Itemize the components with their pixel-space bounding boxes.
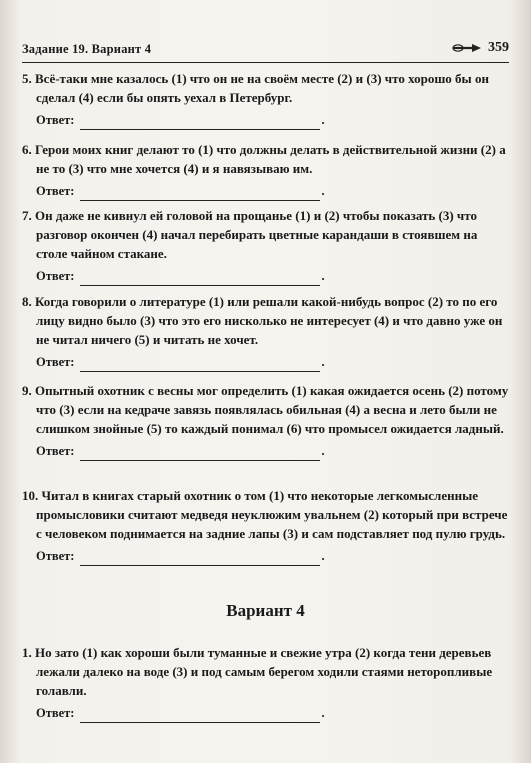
task-sentence: Опытный охотник с весны мог определить (1) какая ожидается осень (2) потому что (3) если на кедраче завязь появлялась обильная (4) а весна и лето были не слишком знойные (5) то каждый понимал (6) что промысел ожидается ладный. [35,383,509,436]
answer-row: Ответ: . [22,547,509,566]
task-10 [22,486,509,566]
variant-task-1 [22,643,509,723]
task-text [22,140,509,178]
task-sentence: Читал в книгах старый охотник о том (1) что некоторые легкомысленные промысловики считают медведя неуклюжим увальнем (2) который при встрече с человеком поднимается на задние лапы (3) и сам подставляет под пулю грудь. [36,488,508,541]
answer-row: Ответ: . [22,111,509,130]
answer-blank[interactable] [80,708,320,723]
answer-blank[interactable] [80,186,320,201]
task-number: 5. [22,71,32,86]
page-header [22,40,509,63]
answer-label: Ответ: [36,549,75,563]
arrow-icon [452,43,482,53]
task-8 [22,292,509,372]
task-number: 10. [22,488,39,503]
answer-blank[interactable] [80,551,320,566]
answer-row: Ответ: . [22,267,509,286]
answer-label: Ответ: [36,269,75,283]
answer-blank[interactable] [80,271,320,286]
task-5 [22,69,509,130]
task-sentence: Всё-таки мне казалось (1) что он не на своём месте (2) и (3) что хорошо бы он сделал (4) если бы опять уехал в Петербург. [35,71,489,105]
task-7 [22,206,509,286]
task-text [22,292,509,349]
task-9 [22,381,509,461]
answer-blank[interactable] [80,115,320,130]
task-sentence: Но зато (1) как хороши были туманные и свежие утра (2) когда тени деревьев лежали далеко на воде (3) и под самым берегом ходили стаями неторопливые голавли. [35,645,493,698]
running-title: Задание 19. Вариант 4 [22,42,152,56]
task-number: 1. [22,645,32,660]
task-text [22,643,509,700]
task-number: 8. [22,294,32,309]
task-number: 6. [22,142,32,157]
task-number: 7. [22,208,32,223]
task-text [22,381,509,438]
answer-label: Ответ: [36,444,75,458]
page-number-group [452,40,509,56]
task-number: 9. [22,383,32,398]
task-text [22,206,509,263]
task-text [22,486,509,543]
answer-label: Ответ: [36,113,75,127]
answer-row: Ответ: . [22,353,509,372]
answer-row: Ответ: . [22,182,509,201]
answer-blank[interactable] [80,446,320,461]
answer-label: Ответ: [36,355,75,369]
task-text [22,69,509,107]
answer-label: Ответ: [36,184,75,198]
answer-label: Ответ: [36,706,75,720]
page-number: 359 [488,40,509,55]
task-sentence: Он даже не кивнул ей головой на прощанье (1) и (2) чтобы показать (3) что разговор окончен (4) начал перебирать цветные карандаши в стоявшем на столе чайном стакане. [35,208,478,261]
answer-row: Ответ: . [22,704,509,723]
answer-row: Ответ: . [22,442,509,461]
task-6 [22,140,509,201]
task-sentence: Герои моих книг делают то (1) что должны делать в действительной жизни (2) а не то (3) что мне хочется (4) и я навязываю им. [35,142,506,176]
variant-heading: Вариант 4 [226,601,305,620]
answer-blank[interactable] [80,357,320,372]
task-sentence: Когда говорили о литературе (1) или решали какой-нибудь вопрос (2) то по его лицу видно было (3) что это его нисколько не интересует (4) и что давно уже он не читал ничего (5) и читать не хочет. [35,294,503,347]
